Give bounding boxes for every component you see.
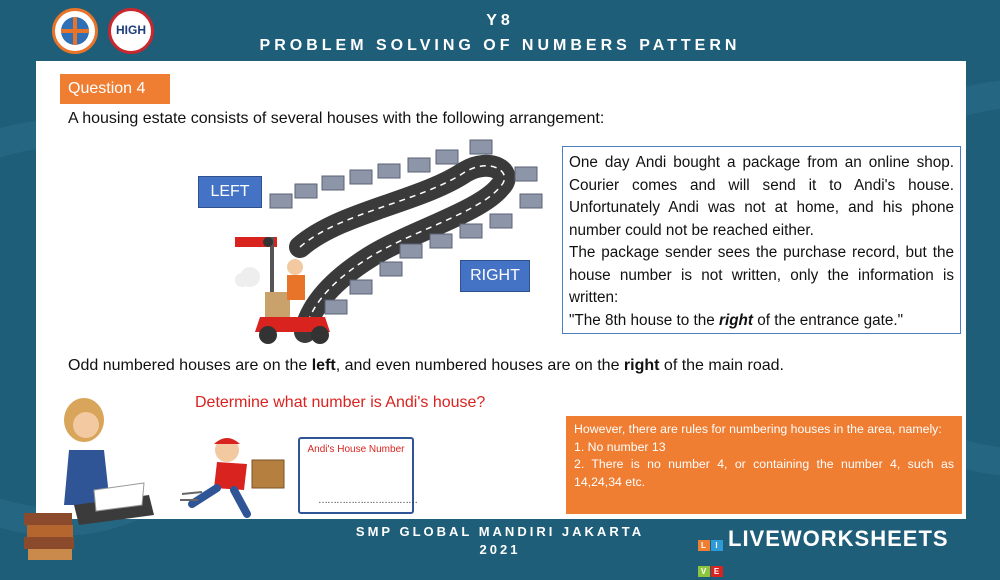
rule-item-1: 1. No number 13 (574, 439, 666, 454)
school-name: SMP GLOBAL MANDIRI JAKARTA (355, 524, 645, 539)
story-paragraph-2: The package sender sees the purchase record, but the house number is not written, only the information is written: (569, 244, 954, 306)
question-tag: Question 4 (60, 74, 170, 104)
rule-part-2: , and even numbered houses are on the (335, 357, 624, 374)
numbering-rule (68, 357, 784, 375)
numbering-rules-box (566, 416, 962, 514)
slide-title: PROBLEM SOLVING OF NUMBERS PATTERN (259, 37, 741, 54)
logo-letter-e: E (711, 566, 723, 577)
answer-box-title: Andi's House Number (307, 444, 405, 455)
answer-input-line[interactable]: …………………………… (318, 495, 417, 506)
story-paragraph-1: One day Andi bought a package from an online shop. Courier comes and will send it to Andi's house. Unfortunately Andi was not at home, and his phone number could not be reached either. (569, 154, 954, 239)
story-text-box (562, 146, 961, 334)
story-quote (569, 310, 954, 333)
answer-box[interactable] (298, 437, 417, 514)
logo-letter-l: L (698, 540, 710, 551)
logo-letter-v: V (698, 566, 710, 577)
right-label: RIGHT (460, 260, 530, 292)
high-school-logo-text: HIGH (116, 23, 146, 37)
watermark-text: LIVEWORKSHEETS (728, 526, 949, 551)
high-school-logo-icon (108, 8, 154, 54)
rule-part-1: Odd numbered houses are on the (68, 357, 312, 374)
quote-emphasis: right (719, 311, 754, 329)
rule-part-3: of the main road. (659, 357, 784, 374)
grade-title: Y8 (486, 12, 514, 29)
liveworksheets-watermark (698, 526, 949, 577)
courier-running-illustration (172, 432, 294, 518)
rule-left-word: left (311, 357, 336, 374)
rule-right-word: right (623, 357, 660, 374)
question-prompt: Determine what number is Andi's house? (195, 394, 486, 411)
year: 2021 (479, 542, 521, 557)
left-label: LEFT (198, 176, 262, 208)
quote-start: "The 8th house to the (569, 311, 720, 329)
school-logo-icon (52, 8, 98, 54)
liveworksheets-logo-icon (698, 528, 724, 577)
quote-end: of the entrance gate." (753, 311, 904, 329)
logo-letter-i: I (711, 540, 723, 551)
rule-item-2: 2. There is no number 4, or containing the number 4, such as 14,24,34 etc. (574, 457, 954, 489)
question-intro: A housing estate consists of several houses with the following arrangement: (68, 110, 605, 127)
rules-intro: However, there are rules for numbering houses in the area, namely: (574, 422, 942, 436)
housing-estate-illustration (230, 132, 560, 347)
